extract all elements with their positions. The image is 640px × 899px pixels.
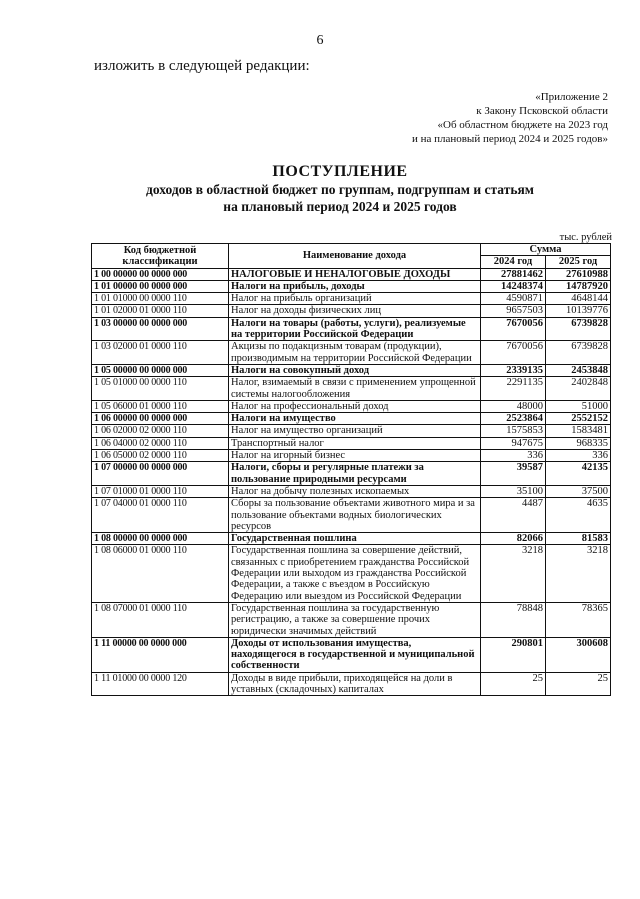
- row-value-2024: 336: [481, 450, 546, 462]
- revenue-table: [91, 243, 611, 696]
- row-value-2025: 2402848: [546, 377, 611, 401]
- table-row: [92, 437, 611, 449]
- row-code: 1 03 00000 00 0000 000: [92, 317, 229, 341]
- table-row: [92, 280, 611, 292]
- table-row: [92, 462, 611, 486]
- row-value-2025: 42135: [546, 462, 611, 486]
- row-value-2024: 2339135: [481, 364, 546, 376]
- row-value-2024: 4487: [481, 498, 546, 533]
- row-code: 1 00 00000 00 0000 000: [92, 268, 229, 280]
- row-code: 1 01 02000 01 0000 110: [92, 305, 229, 317]
- row-value-2024: 4590871: [481, 293, 546, 305]
- appendix-line: к Закону Псковской области: [476, 105, 608, 117]
- row-value-2024: 82066: [481, 533, 546, 545]
- units-label: тыс. рублей: [559, 232, 612, 243]
- row-value-2025: 81583: [546, 533, 611, 545]
- row-value-2025: 4648144: [546, 293, 611, 305]
- row-value-2025: 6739828: [546, 341, 611, 365]
- row-name: Налоги на товары (работы, услуги), реализуемые на территории Российской Федерации: [229, 317, 481, 341]
- table-row: [92, 545, 611, 602]
- row-value-2024: 1575853: [481, 425, 546, 437]
- row-value-2024: 14248374: [481, 280, 546, 292]
- intro-text: изложить в следующей редакции:: [94, 58, 310, 74]
- table-row: [92, 637, 611, 672]
- row-code: 1 06 04000 02 0000 110: [92, 437, 229, 449]
- table-row: [92, 672, 611, 696]
- table-row: [92, 602, 611, 637]
- table-row: [92, 533, 611, 545]
- row-name: Транспортный налог: [229, 437, 481, 449]
- header-code: Код бюджетной классификации: [92, 244, 229, 269]
- row-value-2024: 78848: [481, 602, 546, 637]
- row-name: Налоги на совокупный доход: [229, 364, 481, 376]
- row-name: НАЛОГОВЫЕ И НЕНАЛОГОВЫЕ ДОХОДЫ: [229, 268, 481, 280]
- table-row: [92, 377, 611, 401]
- table-row: [92, 400, 611, 412]
- row-code: 1 08 07000 01 0000 110: [92, 602, 229, 637]
- row-code: 1 06 02000 02 0000 110: [92, 425, 229, 437]
- row-name: Налог на профессиональный доход: [229, 400, 481, 412]
- row-value-2025: 25: [546, 672, 611, 696]
- row-value-2025: 10139776: [546, 305, 611, 317]
- row-value-2024: 7670056: [481, 317, 546, 341]
- row-name: Акцизы по подакцизным товарам (продукции), производимым на территории Российской Федерации: [229, 341, 481, 365]
- row-value-2024: 35100: [481, 485, 546, 497]
- table-row: [92, 450, 611, 462]
- document-heading: [60, 162, 620, 215]
- row-name: Государственная пошлина за совершение действий, связанных с приобретением гражданства Российской Федерации или выходом из гражданства Российской Федерации, а также с въездом в Российскую Федерацию или выездом из Российской Федерации: [229, 545, 481, 602]
- table-row: [92, 341, 611, 365]
- header-name: Наименование дохода: [229, 244, 481, 269]
- row-code: 1 08 00000 00 0000 000: [92, 533, 229, 545]
- table-row: [92, 485, 611, 497]
- appendix-line: «Об областном бюджете на 2023 год: [437, 119, 608, 131]
- row-code: 1 05 06000 01 0000 110: [92, 400, 229, 412]
- row-value-2024: 9657503: [481, 305, 546, 317]
- header-2024: 2024 год: [481, 256, 546, 268]
- row-code: 1 06 05000 02 0000 110: [92, 450, 229, 462]
- document-title: ПОСТУПЛЕНИЕ: [272, 163, 408, 180]
- row-value-2024: 48000: [481, 400, 546, 412]
- appendix-line: и на плановый период 2024 и 2025 годов»: [411, 133, 608, 145]
- table-row: [92, 425, 611, 437]
- document-subtitle: доходов в областной бюджет по группам, подгруппам и статьям: [146, 182, 534, 197]
- row-name: Сборы за пользование объектами животного мира и за пользование объектами водных биологических ресурсов: [229, 498, 481, 533]
- table-row: [92, 498, 611, 533]
- row-value-2025: 4635: [546, 498, 611, 533]
- row-code: 1 01 01000 00 0000 110: [92, 293, 229, 305]
- appendix-line: «Приложение 2: [535, 91, 608, 103]
- row-name: Налоги на имущество: [229, 413, 481, 425]
- row-name: Налоги на прибыль, доходы: [229, 280, 481, 292]
- row-value-2025: 968335: [546, 437, 611, 449]
- row-value-2025: 3218: [546, 545, 611, 602]
- row-value-2024: 2291135: [481, 377, 546, 401]
- table-row: [92, 293, 611, 305]
- row-value-2025: 336: [546, 450, 611, 462]
- row-value-2025: 2453848: [546, 364, 611, 376]
- page-number: 6: [316, 33, 324, 48]
- row-name: Государственная пошлина: [229, 533, 481, 545]
- table-row: [92, 364, 611, 376]
- row-value-2025: 300608: [546, 637, 611, 672]
- row-value-2025: 1583481: [546, 425, 611, 437]
- row-value-2024: 947675: [481, 437, 546, 449]
- appendix-note: [412, 90, 608, 146]
- row-name: Налог на имущество организаций: [229, 425, 481, 437]
- row-value-2025: 78365: [546, 602, 611, 637]
- row-code: 1 07 01000 01 0000 110: [92, 485, 229, 497]
- row-value-2024: 27881462: [481, 268, 546, 280]
- row-name: Доходы от использования имущества, находящегося в государственной и муниципальной собственности: [229, 637, 481, 672]
- document-subtitle-period: на плановый период 2024 и 2025 годов: [223, 199, 457, 214]
- row-name: Государственная пошлина за государственную регистрацию, а также за совершение прочих юридически значимых действий: [229, 602, 481, 637]
- row-name: Доходы в виде прибыли, приходящейся на доли в уставных (складочных) капиталах: [229, 672, 481, 696]
- row-value-2025: 14787920: [546, 280, 611, 292]
- row-value-2025: 2552152: [546, 413, 611, 425]
- row-code: 1 03 02000 01 0000 110: [92, 341, 229, 365]
- row-value-2025: 51000: [546, 400, 611, 412]
- row-code: 1 07 00000 00 0000 000: [92, 462, 229, 486]
- row-code: 1 06 00000 00 0000 000: [92, 413, 229, 425]
- row-code: 1 11 00000 00 0000 000: [92, 637, 229, 672]
- row-value-2024: 3218: [481, 545, 546, 602]
- row-code: 1 05 01000 00 0000 110: [92, 377, 229, 401]
- row-value-2024: 2523864: [481, 413, 546, 425]
- row-name: Налог на прибыль организаций: [229, 293, 481, 305]
- row-value-2025: 37500: [546, 485, 611, 497]
- row-name: Налоги, сборы и регулярные платежи за пользование природными ресурсами: [229, 462, 481, 486]
- row-name: Налог на игорный бизнес: [229, 450, 481, 462]
- row-value-2025: 27610988: [546, 268, 611, 280]
- row-value-2024: 290801: [481, 637, 546, 672]
- row-name: Налог на добычу полезных ископаемых: [229, 485, 481, 497]
- row-name: Налог на доходы физических лиц: [229, 305, 481, 317]
- table-header-row: [92, 244, 611, 256]
- row-value-2024: 39587: [481, 462, 546, 486]
- row-code: 1 08 06000 01 0000 110: [92, 545, 229, 602]
- row-value-2025: 6739828: [546, 317, 611, 341]
- table-row: [92, 317, 611, 341]
- header-2025: 2025 год: [546, 256, 611, 268]
- row-value-2024: 25: [481, 672, 546, 696]
- table-row: [92, 268, 611, 280]
- row-code: 1 07 04000 01 0000 110: [92, 498, 229, 533]
- row-code: 1 01 00000 00 0000 000: [92, 280, 229, 292]
- table-row: [92, 305, 611, 317]
- row-code: 1 05 00000 00 0000 000: [92, 364, 229, 376]
- row-value-2024: 7670056: [481, 341, 546, 365]
- header-sum: Сумма: [481, 244, 611, 256]
- row-code: 1 11 01000 00 0000 120: [92, 672, 229, 696]
- table-body: [92, 268, 611, 696]
- table-row: [92, 413, 611, 425]
- row-name: Налог, взимаемый в связи с применением упрощенной системы налогообложения: [229, 377, 481, 401]
